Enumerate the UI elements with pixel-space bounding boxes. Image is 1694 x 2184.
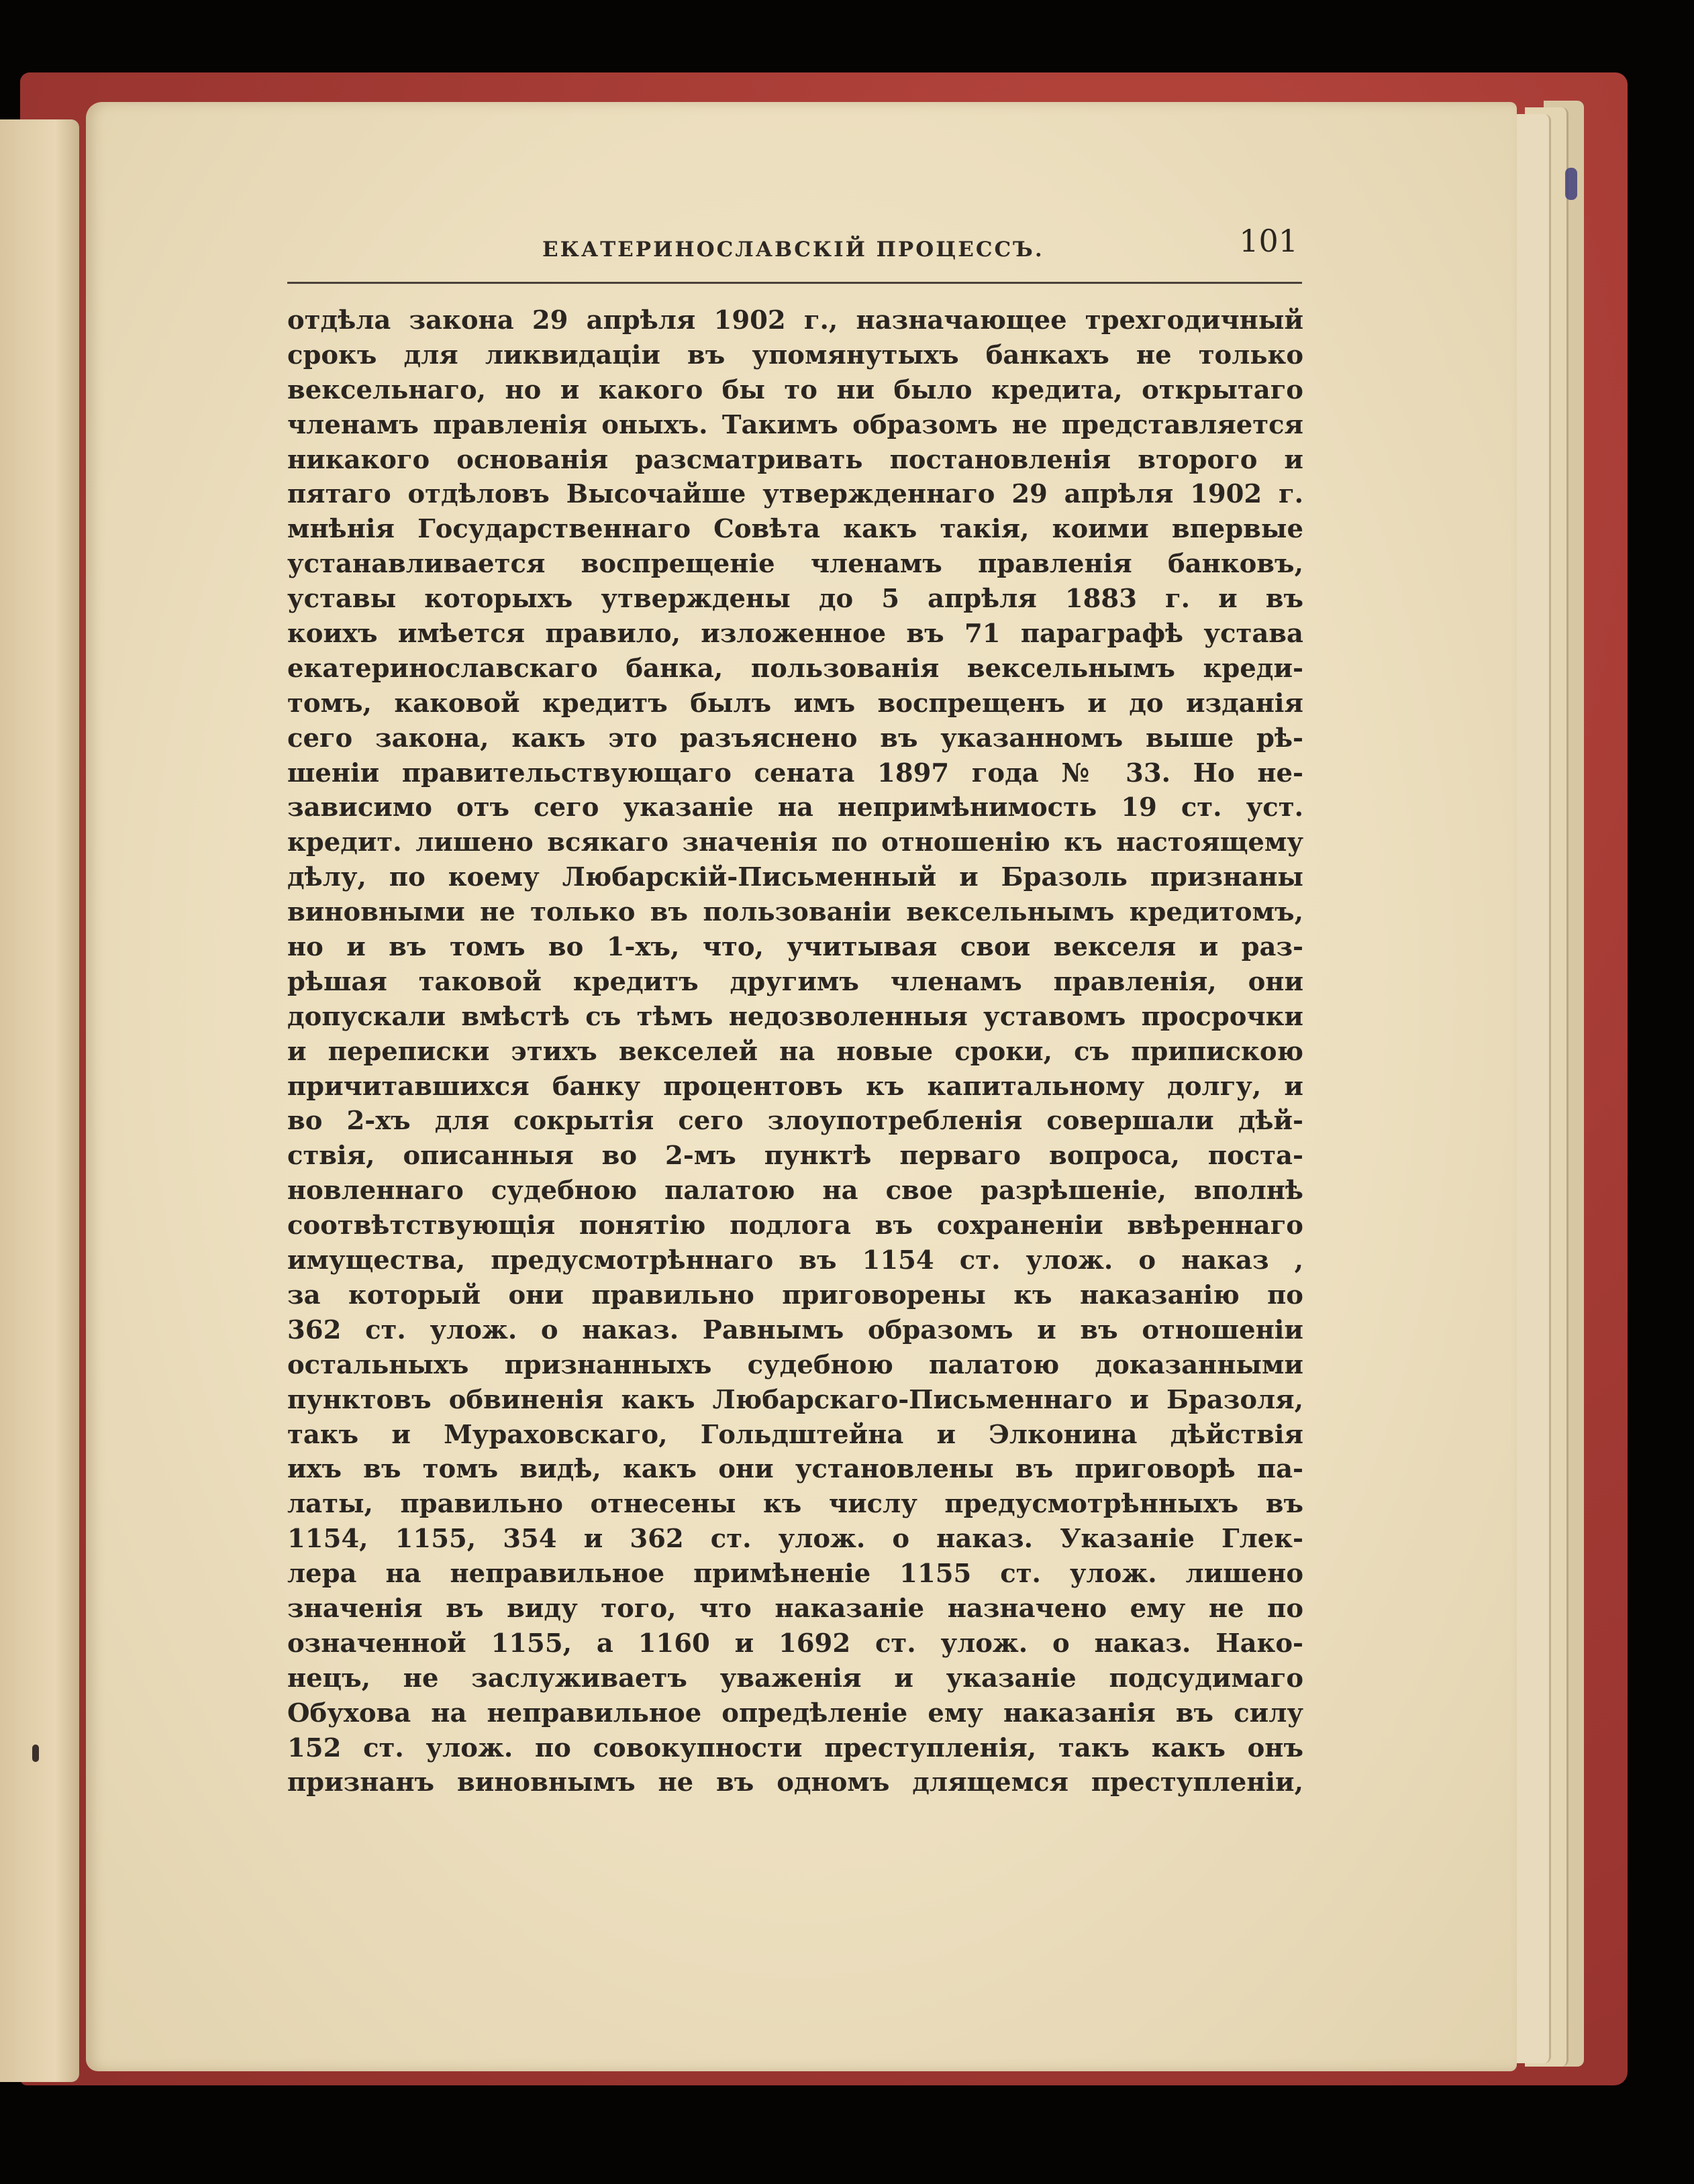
text-line: допускали вмѣстѣ съ тѣмъ недозволенныя уставомъ просрочки <box>287 1001 1303 1032</box>
text-line: вексельнаго, но и какого бы то ни было кредита, открытаго <box>287 374 1303 405</box>
text-line: зависимо отъ сего указаніе на непримѣнимость 19 ст. уст. <box>287 792 1303 823</box>
text-line: причитавшихся банку процентовъ къ капитальному долгу, и <box>287 1071 1303 1102</box>
body-text <box>287 303 1303 1800</box>
text-line: рѣшая таковой кредитъ другимъ членамъ правленія, они <box>287 966 1303 997</box>
text-line: виновными не только въ пользованіи вексельнымъ кредитомъ, <box>287 897 1303 928</box>
text-line: кредит. лишено всякаго значенія по отношенію къ настоящему <box>287 827 1303 858</box>
text-line: никакого основанія разсматривать постановленія второго и <box>287 444 1303 475</box>
running-head: ЕКАТЕРИНОСЛАВСКІЙ ПРОЦЕССЪ. <box>542 238 1044 262</box>
text-line: лера на неправильное примѣненіе 1155 ст. улож. лишено <box>287 1559 1303 1590</box>
text-line: пятаго отдѣловъ Высочайше утвержденнаго 29 апрѣля 1902 г. <box>287 479 1303 510</box>
text-line: ихъ въ томъ видѣ, какъ они установлены въ приговорѣ па- <box>287 1454 1303 1485</box>
text-line: сего закона, какъ это разъяснено въ указанномъ выше рѣ- <box>287 723 1303 753</box>
text-line: но и въ томъ во 1-хъ, что, учитывая свои векселя и раз- <box>287 932 1303 963</box>
text-line: томъ, каковой кредитъ былъ имъ воспрещенъ и до изданія <box>287 688 1303 719</box>
text-line: нецъ, не заслуживаетъ уваженія и указаніе подсудимаго <box>287 1663 1303 1694</box>
text-line: латы, правильно отнесены къ числу предусмотрѣнныхъ въ <box>287 1489 1303 1520</box>
page-header <box>287 223 1301 276</box>
text-line: означенной 1155, а 1160 и 1692 ст. улож. о наказ. Нако- <box>287 1628 1303 1659</box>
text-line: 1154, 1155, 354 и 362 ст. улож. о наказ. Указаніе Глек- <box>287 1524 1303 1555</box>
text-line: новленнаго судебною палатою на свое разрѣшеніе, вполнѣ <box>287 1176 1303 1206</box>
text-line: за который они правильно приговорены къ наказанію по <box>287 1280 1303 1310</box>
ink-mark <box>1565 168 1577 200</box>
text-line: такъ и Мураховскаго, Гольдштейна и Элконина дѣйствія <box>287 1419 1303 1450</box>
text-line: уставы которыхъ утверждены до 5 апрѣля 1883 г. и въ <box>287 584 1303 615</box>
text-line: признанъ виновнымъ не въ одномъ длящемся преступленіи, <box>287 1767 1303 1798</box>
text-line: и переписки этихъ векселей на новые сроки, съ припискою <box>287 1036 1303 1067</box>
page-number: 101 <box>1239 223 1298 259</box>
book-page <box>86 102 1517 2071</box>
text-line: значенія въ виду того, что наказаніе назначено ему не по <box>287 1593 1303 1624</box>
text-line: имущества, предусмотрѣннаго въ 1154 ст. улож. о наказ , <box>287 1245 1303 1276</box>
text-line: отдѣла закона 29 апрѣля 1902 г., назначающее трехгодичный <box>287 305 1303 335</box>
text-line: во 2-хъ для сокрытія сего злоупотребленія совершали дѣй- <box>287 1106 1303 1137</box>
header-rule <box>287 282 1302 284</box>
text-line: остальныхъ признанныхъ судебною палатою доказанными <box>287 1349 1303 1380</box>
text-line: мнѣнія Государственнаго Совѣта какъ такія, коими впервые <box>287 514 1303 545</box>
text-line: пунктовъ обвиненія какъ Любарскаго-Письменнаго и Бразоля, <box>287 1384 1303 1415</box>
text-line: коихъ имѣется правило, изложенное въ 71 параграфѣ устава <box>287 619 1303 649</box>
text-line: 362 ст. улож. о наказ. Равнымъ образомъ и въ отношеніи <box>287 1314 1303 1345</box>
text-line: членамъ правленія оныхъ. Такимъ образомъ не представляется <box>287 409 1303 440</box>
text-line: екатеринославскаго банка, пользованія вексельнымъ креди- <box>287 653 1303 684</box>
text-line: дѣлу, по коему Любарскій-Письменный и Бразоль признаны <box>287 862 1303 893</box>
text-line: шеніи правительствующаго сената 1897 года № 33. Но не- <box>287 758 1303 788</box>
text-line: соотвѣтствующія понятію подлога въ сохраненіи ввѣреннаго <box>287 1210 1303 1241</box>
ink-mark <box>32 1745 39 1762</box>
text-line: 152 ст. улож. по совокупности преступленія, такъ какъ онъ <box>287 1732 1303 1763</box>
text-line: срокъ для ликвидаціи въ упомянутыхъ банкахъ не только <box>287 340 1303 370</box>
text-line: устанавливается воспрещеніе членамъ правленія банковъ, <box>287 549 1303 580</box>
text-line: Обухова на неправильное опредѣленіе ему наказанія въ силу <box>287 1698 1303 1728</box>
text-line: ствія, описанныя во 2-мъ пунктѣ перваго вопроса, поста- <box>287 1141 1303 1172</box>
facing-page-fragment <box>0 119 79 2082</box>
